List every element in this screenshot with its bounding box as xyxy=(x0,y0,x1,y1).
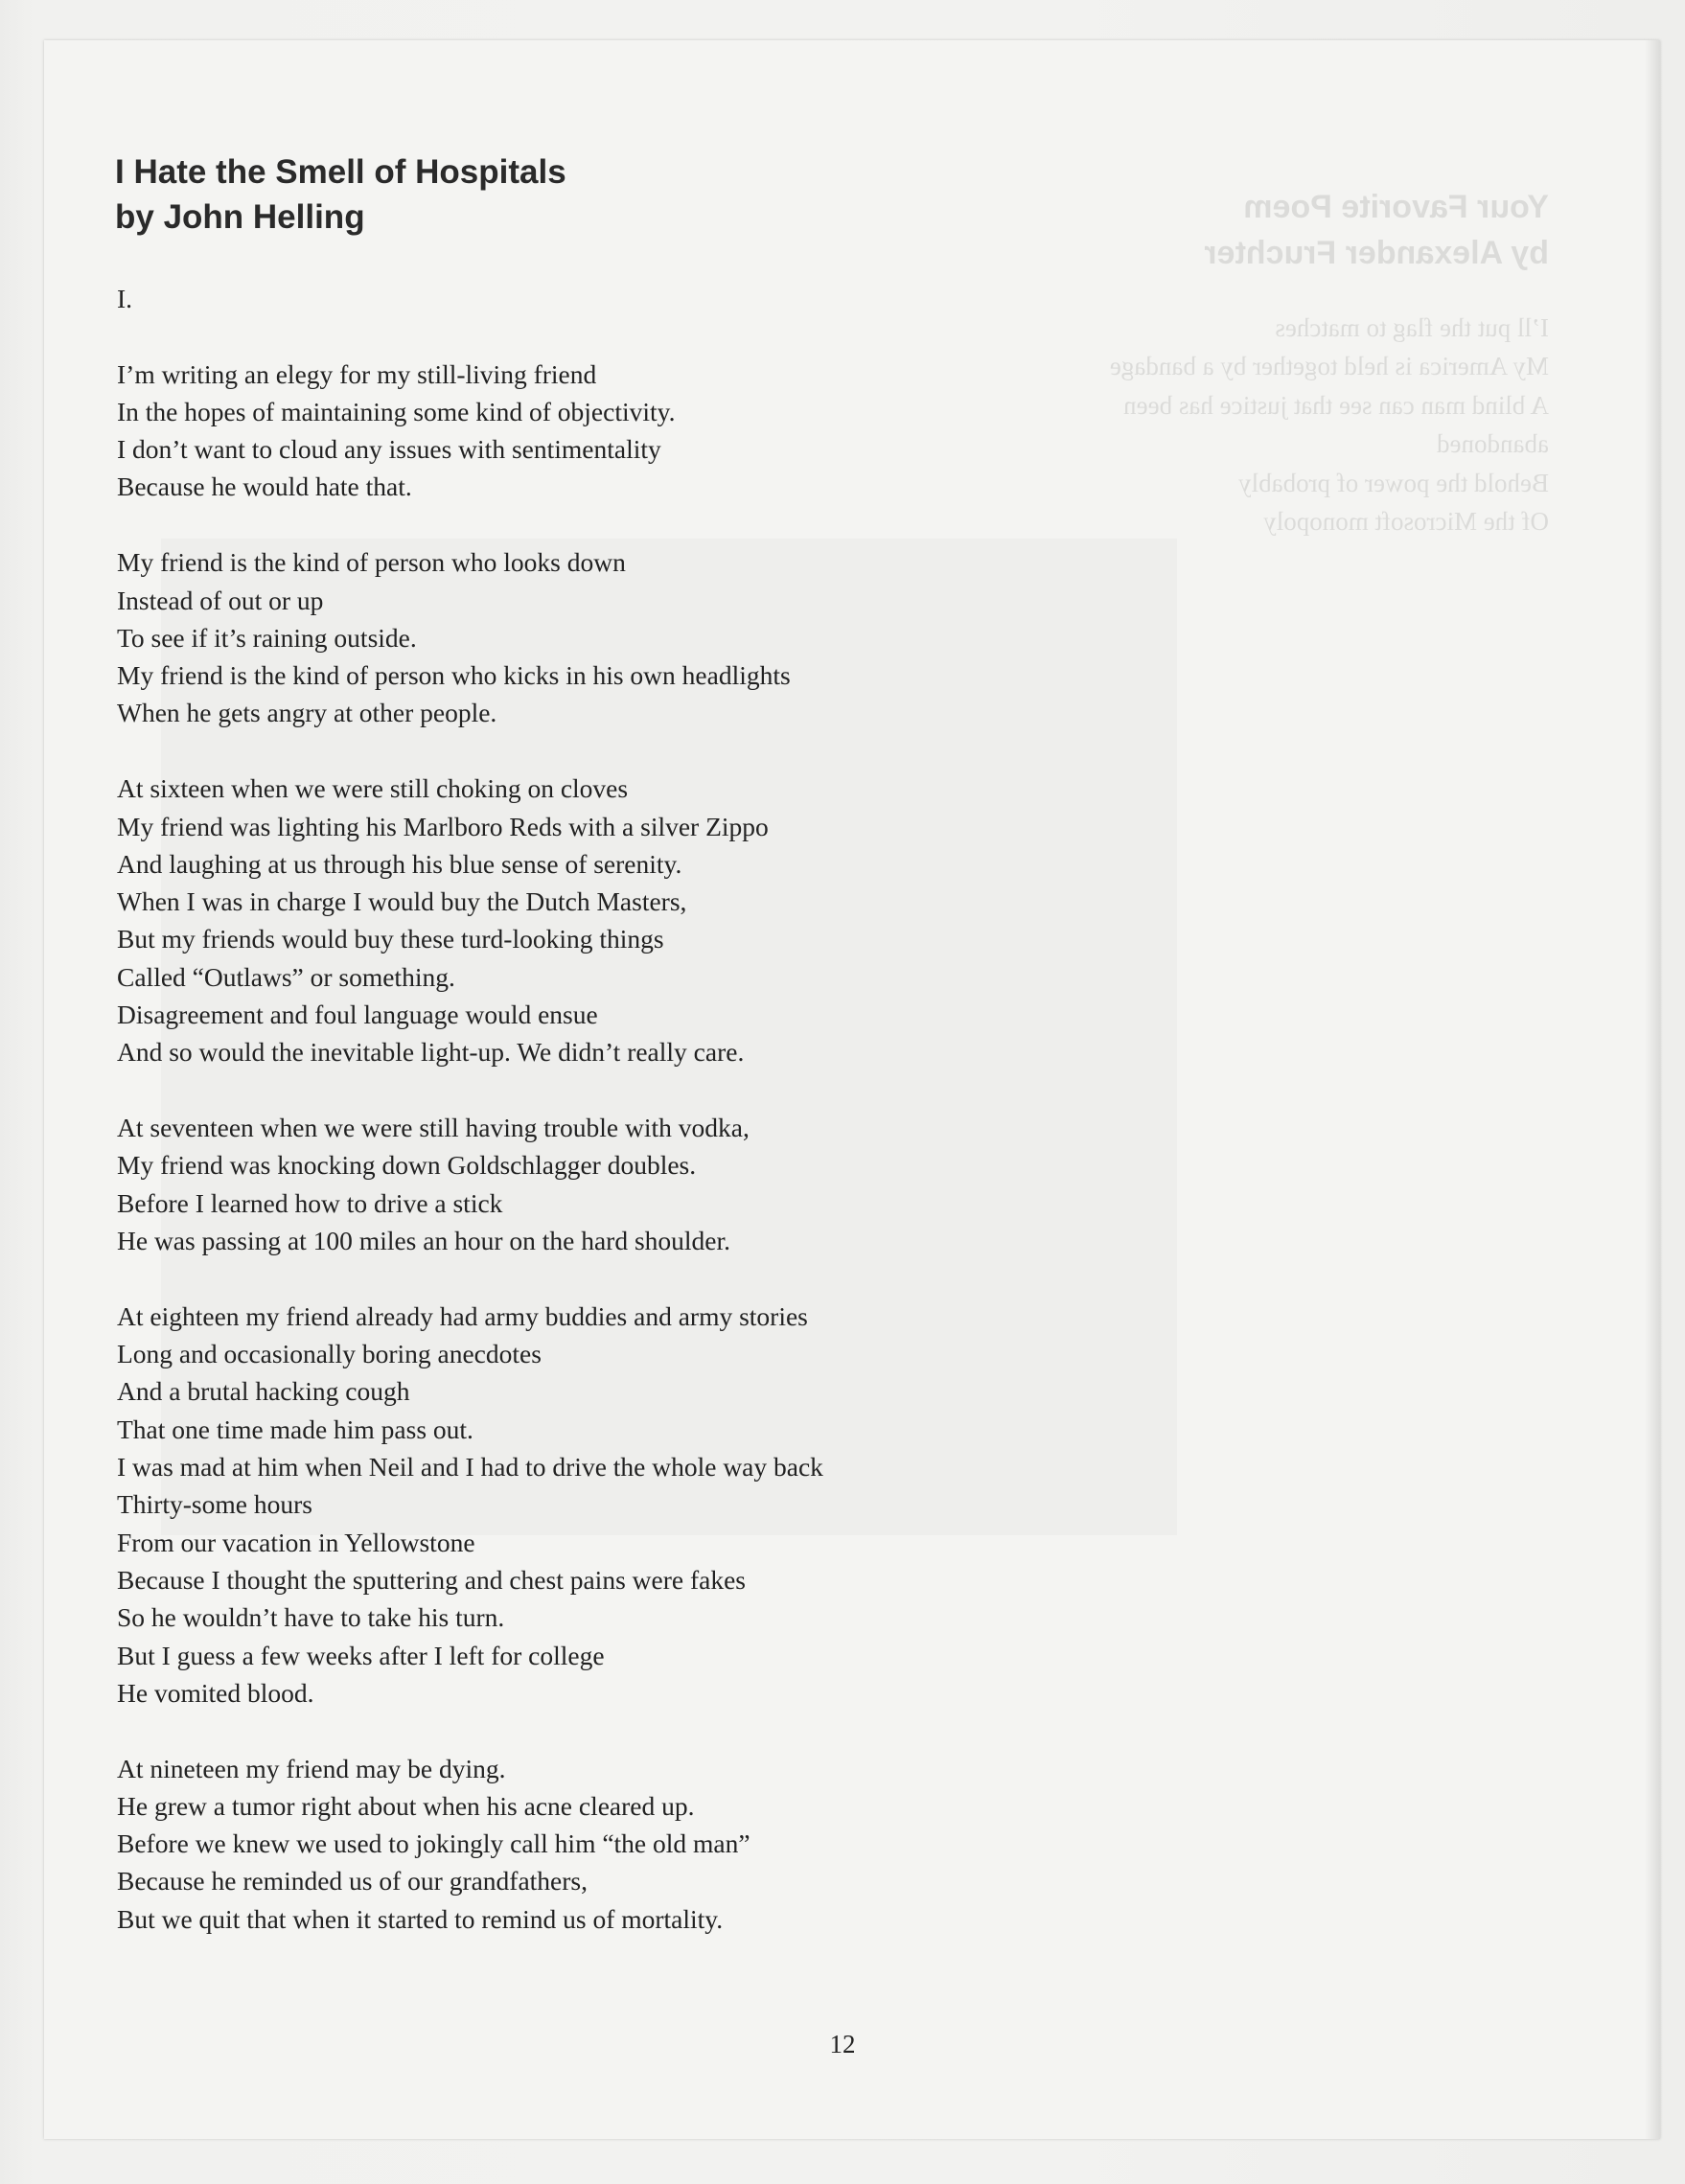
poem-line: He was passing at 100 miles an hour on the hard shoulder. xyxy=(117,1226,731,1256)
poem-line: Long and occasionally boring anecdotes xyxy=(117,1339,542,1369)
bleed-through-line: Of the Microsoft monopoly xyxy=(1263,507,1549,537)
poem-line: I’m writing an elegy for my still-living friend xyxy=(117,358,597,389)
poem-line: My friend is the kind of person who looks down xyxy=(117,547,626,578)
poem-body xyxy=(117,280,823,1976)
poem-line: He vomited blood. xyxy=(117,1677,314,1708)
poem-line: To see if it’s raining outside. xyxy=(117,622,417,653)
stanza xyxy=(117,1750,823,1938)
bleed-through-line: Behold the power of probably xyxy=(1238,468,1549,497)
bleed-through-line: My America is held together by a bandage xyxy=(1109,352,1549,381)
poem-title: I Hate the Smell of Hospitals xyxy=(115,153,566,191)
poem-line: But we quit that when it started to remind us of mortality. xyxy=(117,1903,724,1934)
poem-line: When I was in charge I would buy the Dutch Masters, xyxy=(117,886,687,917)
poem-line: Instead of out or up xyxy=(117,585,324,615)
poem-line: I don’t want to cloud any issues with sentimentality xyxy=(117,434,661,465)
stanza xyxy=(117,356,823,506)
bleed-through-byline: by Alexander Fruchter xyxy=(1204,235,1549,271)
poem-line: Because I thought the sputtering and chest pains were fakes xyxy=(117,1564,746,1595)
poem-line: Called “Outlaws” or something. xyxy=(117,961,455,992)
poem-line: My friend was lighting his Marlboro Reds with a silver Zippo xyxy=(117,811,769,841)
section-number: I. xyxy=(117,284,133,313)
poem-line: Before I learned how to drive a stick xyxy=(117,1187,503,1218)
poem-line: That one time made him pass out. xyxy=(117,1414,473,1444)
stanza xyxy=(117,1109,823,1259)
bleed-through-line: I’ll put the flag to matches xyxy=(1275,313,1549,342)
bleed-through-lines xyxy=(1012,309,1549,540)
poem-line: Disagreement and foul language would ensue xyxy=(117,1000,598,1030)
bleed-through-title: Your Favorite Poem xyxy=(1243,189,1549,225)
poem-line: Before we knew we used to jokingly call him “the old man” xyxy=(117,1828,750,1859)
bleed-through-reverse-text xyxy=(1012,184,1549,540)
page-number: 12 xyxy=(829,2030,856,2058)
poem-line: Because he would hate that. xyxy=(117,471,412,502)
poem-line: He grew a tumor right about when his acne cleared up. xyxy=(117,1790,695,1821)
poem-line: Thirty-some hours xyxy=(117,1489,312,1520)
stanza xyxy=(117,1298,823,1712)
poem-line: In the hopes of maintaining some kind of objectivity. xyxy=(117,396,676,426)
poem-line: At sixteen when we were still choking on cloves xyxy=(117,773,629,804)
poem-heading xyxy=(115,149,566,240)
poem-line: I was mad at him when Neil and I had to drive the whole way back xyxy=(117,1452,823,1483)
stanza xyxy=(117,770,823,1070)
poem-line: So he wouldn’t have to take his turn. xyxy=(117,1602,505,1633)
stanza xyxy=(117,543,823,731)
poem-line: And so would the inevitable light-up. We didn’t really care. xyxy=(117,1037,745,1068)
poem-line: And laughing at us through his blue sense of serenity. xyxy=(117,848,682,879)
poem-line: At seventeen when we were still having trouble with vodka, xyxy=(117,1113,750,1143)
poem-line: But my friends would buy these turd-looking things xyxy=(117,924,664,954)
poem-line: My friend is the kind of person who kicks in his own headlights xyxy=(117,660,791,691)
poem-line: At nineteen my friend may be dying. xyxy=(117,1753,506,1783)
poem-line: From our vacation in Yellowstone xyxy=(117,1527,475,1557)
poem-line: But I guess a few weeks after I left for college xyxy=(117,1640,605,1670)
poem-line: When he gets angry at other people. xyxy=(117,698,497,728)
poem-line: Because he reminded us of our grandfathers, xyxy=(117,1866,588,1897)
poem-line: And a brutal hacking cough xyxy=(117,1376,410,1407)
poem-byline: by John Helling xyxy=(115,198,365,236)
bleed-through-line: A blind man can see that justice has been abandoned xyxy=(1123,390,1549,459)
poem-line: My friend was knocking down Goldschlagger doubles. xyxy=(117,1150,697,1181)
poem-line: At eighteen my friend already had army buddies and army stories xyxy=(117,1300,808,1331)
